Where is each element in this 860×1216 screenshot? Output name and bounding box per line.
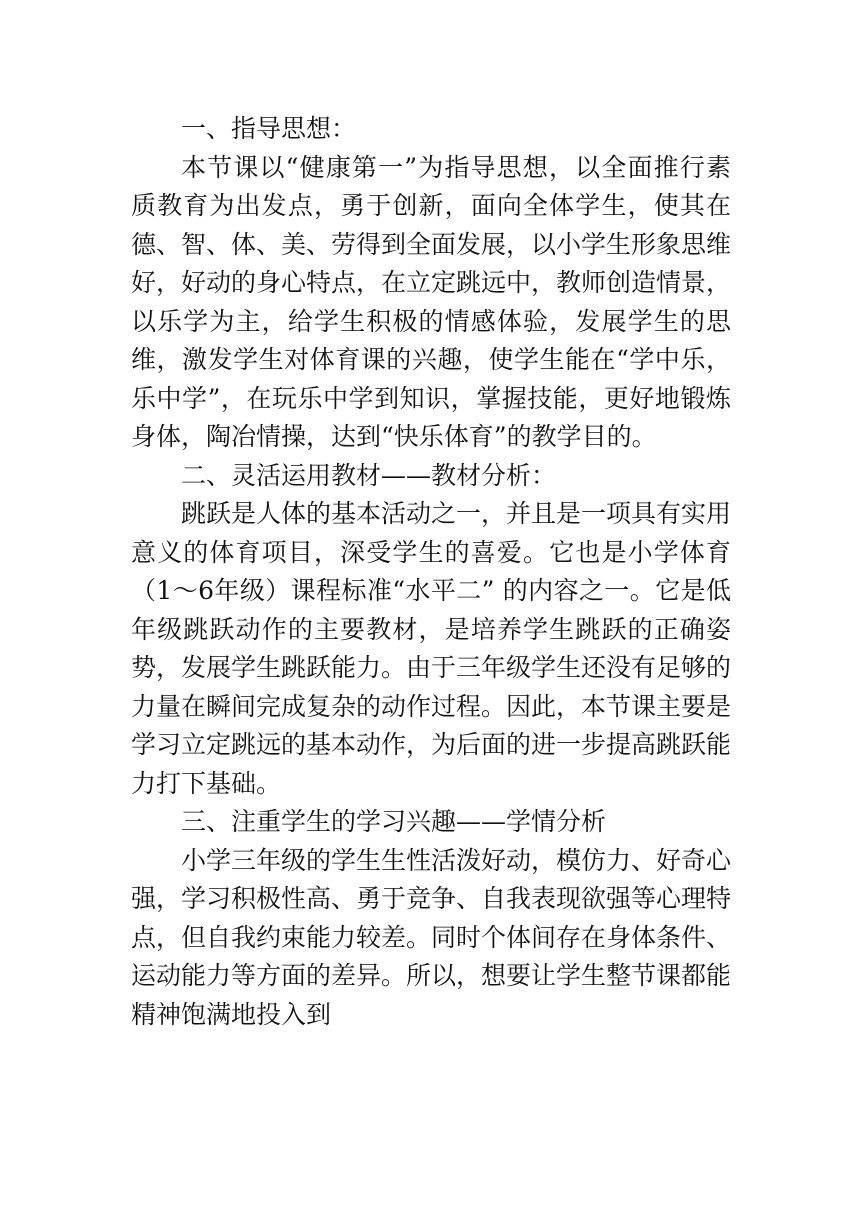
section-heading-material-analysis: 二、灵活运用教材——教材分析： xyxy=(181,460,557,490)
section-heading-learning-analysis: 三、注重学生的学习兴趣——学情分析 xyxy=(181,807,607,836)
paragraph-learning-analysis: 小学三年级的学生生性活泼好动，模仿力、好奇心强，学习积极性高、勇于竞争、自我表现欲强等心理特点，但自我约束能力较差。同时个体间存在身体条件、运动能力等方面的差异。所以，想要让学生整节课都能精神饱满地投入到 xyxy=(131,845,732,1029)
document-body xyxy=(131,110,731,1034)
paragraph-material-analysis: 跳跃是人体的基本活动之一，并且是一项具有实用意义的体育项目，深受学生的喜爱。它也是小学体育（1～6年级）课程标准“水平二” 的内容之一。它是低年级跳跃动作的主要教材，是培养学生跳跃的正确姿势，发展学生跳跃能力。由于三年级学生还没有足够的力量在瞬间完成复杂的动作过程。因此，本节课主要是学习立定跳远的基本动作，为后面的进一步提高跳跃能力打下基础。 xyxy=(131,499,732,798)
section-heading-guiding-ideology: 一、指导思想： xyxy=(181,114,357,143)
paragraph-guiding-ideology: 本节课以“健康第一”为指导思想，以全面推行素质教育为出发点，勇于创新，面向全体学生，使其在德、智、体、美、劳得到全面发展，以小学生形象思维好，好动的身心特点，在立定跳远中，教师创造情景，以乐学为主，给学生积极的情感体验，发展学生的思维，激发学生对体育课的兴趣，使学生能在“学中乐，乐中学”，在玩乐中学到知识，掌握技能，更好地锻炼身体，陶冶情操，达到“快乐体育”的教学目的。 xyxy=(131,152,732,451)
